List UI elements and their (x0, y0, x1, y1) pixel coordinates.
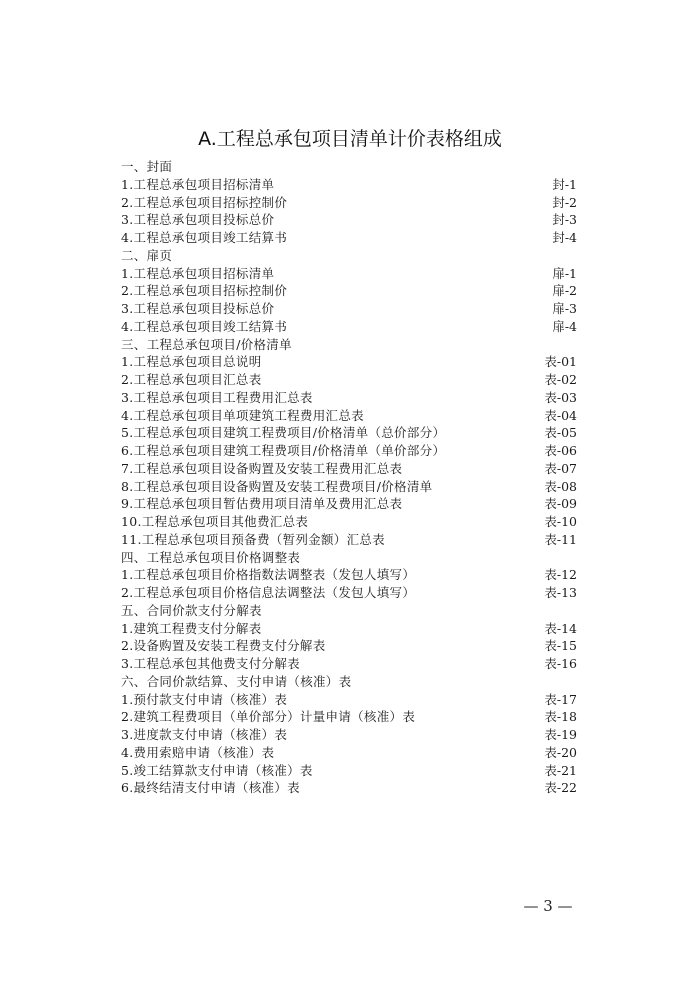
toc-entry-code: 表-11 (544, 531, 577, 547)
toc-entry-code: 表-22 (544, 780, 577, 796)
toc-entry (121, 691, 577, 709)
toc-entry-code: 表-09 (544, 496, 577, 512)
toc-entry (121, 637, 577, 655)
toc-entry (121, 513, 577, 531)
toc-entry (121, 318, 577, 336)
toc-entry-label: 7.工程总承包项目设备购置及安装工程费用汇总表 (121, 460, 403, 476)
toc-entry-code: 表-05 (544, 425, 577, 441)
toc-entry-label: 8.工程总承包项目设备购置及安装工程费项目/价格清单 (121, 478, 433, 494)
toc-entry-label: 4.工程总承包项目竣工结算书 (121, 230, 288, 245)
toc-entry-code: 扉-3 (552, 301, 577, 316)
toc-entry-code: 扉-1 (552, 265, 577, 281)
toc-entry-label: 六、合同价款结算、支付申请（核准）表 (121, 673, 352, 689)
toc-entry-label: 4.工程总承包项目单项建筑工程费用汇总表 (121, 407, 364, 423)
table-of-contents (121, 158, 577, 797)
toc-entry (121, 371, 577, 389)
toc-entry-code: 封-3 (552, 212, 577, 228)
toc-entry-code: 表-20 (544, 744, 577, 760)
toc-entry (121, 229, 577, 247)
toc-entry-label: 2.工程总承包项目价格信息法调整法（发包人填写） (121, 585, 416, 600)
toc-section-heading (121, 336, 577, 354)
toc-entry-label: 四、工程总承包项目价格调整表 (121, 549, 301, 565)
toc-entry-code: 表-19 (544, 727, 577, 742)
toc-entry-label: 3.工程总承包项目投标总价 (121, 301, 275, 316)
toc-section-heading (121, 673, 577, 691)
toc-entry-label: 三、工程总承包项目/价格清单 (121, 336, 292, 352)
toc-entry-code: 表-06 (544, 443, 577, 458)
toc-entry-label: 3.工程总承包项目工程费用汇总表 (121, 389, 313, 405)
toc-entry (121, 744, 577, 762)
toc-entry-code: 表-12 (544, 567, 577, 583)
toc-entry-label: 11.工程总承包项目预备费（暂列金额）汇总表 (121, 531, 385, 547)
toc-entry-label: 6.最终结清支付申请（核准）表 (121, 780, 300, 796)
toc-entry (121, 620, 577, 638)
toc-entry (121, 407, 577, 425)
toc-entry (121, 495, 577, 513)
toc-entry-label: 二、扉页 (121, 247, 173, 263)
toc-entry-code: 表-02 (544, 372, 577, 387)
toc-entry (121, 353, 577, 371)
toc-entry (121, 442, 577, 460)
toc-entry-label: 3.进度款支付申请（核准）表 (121, 727, 288, 742)
toc-entry-label: 4.工程总承包项目竣工结算书 (121, 318, 288, 334)
toc-entry (121, 265, 577, 283)
toc-entry-code: 表-14 (544, 620, 577, 636)
toc-entry-code: 表-18 (544, 709, 577, 725)
toc-entry (121, 655, 577, 673)
toc-entry (121, 779, 577, 797)
toc-entry-label: 一、封面 (121, 159, 173, 174)
toc-entry-code: 扉-4 (552, 318, 577, 334)
toc-entry-label: 2.设备购置及安装工程费支付分解表 (121, 638, 326, 654)
toc-entry-label: 五、合同价款支付分解表 (121, 602, 262, 618)
toc-entry-code: 表-01 (544, 354, 577, 370)
toc-entry (121, 282, 577, 300)
toc-entry (121, 300, 577, 318)
toc-entry-label: 5.工程总承包项目建筑工程费项目/价格清单（总价部分） (121, 425, 446, 441)
toc-entry (121, 211, 577, 229)
toc-entry-label: 1.建筑工程费支付分解表 (121, 620, 262, 636)
toc-entry (121, 194, 577, 212)
toc-entry-code: 表-10 (544, 514, 577, 529)
toc-entry (121, 531, 577, 549)
toc-entry-label: 2.工程总承包项目招标控制价 (121, 283, 288, 299)
toc-entry-label: 10.工程总承包项目其他费汇总表 (121, 514, 309, 529)
toc-section-heading (121, 247, 577, 265)
toc-entry-code: 封-1 (552, 176, 577, 192)
toc-entry-label: 4.费用索赔申请（核准）表 (121, 744, 275, 760)
toc-entry-label: 2.工程总承包项目招标控制价 (121, 194, 288, 210)
page-number: — 3 — (523, 897, 573, 915)
page-title: A.工程总承包项目清单计价表格组成 (198, 128, 502, 150)
toc-section-heading (121, 602, 577, 620)
toc-entry-code: 表-07 (544, 460, 577, 476)
toc-entry-label: 5.竣工结算款支付申请（核准）表 (121, 762, 313, 778)
toc-entry (121, 460, 577, 478)
toc-entry-code: 表-15 (544, 638, 577, 654)
toc-entry (121, 478, 577, 496)
toc-entry-label: 2.建筑工程费项目（单价部分）计量申请（核准）表 (121, 709, 416, 725)
toc-entry-code: 表-04 (544, 407, 577, 423)
toc-entry (121, 584, 577, 602)
toc-entry-code: 表-13 (544, 585, 577, 600)
toc-entry (121, 389, 577, 407)
toc-entry (121, 726, 577, 744)
toc-entry-label: 1.工程总承包项目总说明 (121, 354, 262, 370)
toc-entry (121, 424, 577, 442)
toc-entry-label: 1.工程总承包项目招标清单 (121, 265, 275, 281)
toc-entry-label: 6.工程总承包项目建筑工程费项目/价格清单（单价部分） (121, 443, 446, 458)
toc-entry-label: 9.工程总承包项目暂估费用项目清单及费用汇总表 (121, 496, 403, 512)
toc-entry (121, 176, 577, 194)
toc-entry-code: 表-08 (544, 478, 577, 494)
toc-entry-code: 扉-2 (552, 283, 577, 299)
toc-entry-code: 表-21 (544, 762, 577, 778)
toc-section-heading (121, 549, 577, 567)
toc-entry-code: 表-17 (544, 691, 577, 707)
toc-entry-label: 2.工程总承包项目汇总表 (121, 372, 262, 387)
toc-entry (121, 708, 577, 726)
toc-entry-code: 表-16 (544, 656, 577, 671)
toc-entry-label: 3.工程总承包项目投标总价 (121, 212, 275, 228)
toc-entry-code: 封-4 (552, 230, 577, 245)
toc-entry-label: 1.工程总承包项目价格指数法调整表（发包人填写） (121, 567, 416, 583)
toc-section-heading (121, 158, 577, 176)
toc-entry-label: 1.预付款支付申请（核准）表 (121, 691, 288, 707)
toc-entry (121, 566, 577, 584)
toc-entry-code: 表-03 (544, 389, 577, 405)
toc-entry-code: 封-2 (552, 194, 577, 210)
toc-entry (121, 762, 577, 780)
toc-entry-label: 3.工程总承包其他费支付分解表 (121, 656, 300, 671)
toc-entry-label: 1.工程总承包项目招标清单 (121, 176, 275, 192)
